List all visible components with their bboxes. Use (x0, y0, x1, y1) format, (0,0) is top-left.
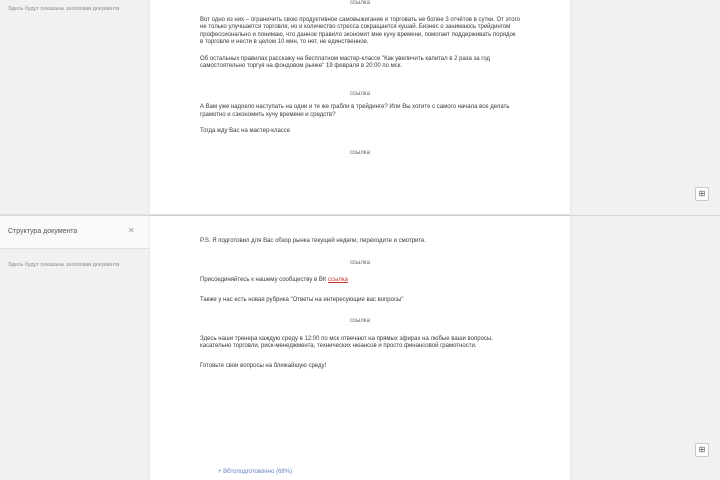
close-icon[interactable]: ✕ (128, 226, 135, 235)
paragraph-wednesday: Здесь наши тренера каждую среду в 12:00 по мск отвечают на прямых эфирах на любые ваши вопросы, касательно торговли, риск-менеджмента, технических нюансов и просто финансовой грамотности. (200, 335, 493, 349)
marker-link: ссылка (350, 318, 370, 324)
page-1-content (200, 0, 520, 157)
paragraph-ps: P.S. Я подготовил для Вас обзор рынка текущей недели, переходите и смотрите. (200, 238, 427, 244)
add-comment-icon: ⊞ (698, 445, 706, 454)
paragraph-prepare: Готовьте свои вопросы на ближайшую среду! (200, 362, 327, 369)
paragraph-join (200, 277, 520, 285)
paragraph-masterclass: Об остальных правилах расскажу на бесплатном мастер-классе "Как увеличить капитал в 2 раза за год самостоятельно торгуя на фондовом рынке" 19 февраля в 20:00 по мск. (200, 55, 491, 69)
paragraph-question: А Вам уже надоело наступать на одни и те же грабли в трейдинге? Или Вы хотите с самого начала все делать грамотно и сэкономить кучу времени и средств? (200, 104, 510, 118)
page-2-content (200, 238, 520, 377)
vk-link[interactable]: ссылка (328, 277, 348, 283)
document-page-1[interactable] (150, 0, 570, 214)
right-margin (570, 0, 720, 480)
marker-link: ссылка (350, 259, 370, 266)
join-text: Присоединяйтесь к нашему сообществу в ВК (200, 277, 329, 283)
paragraph-invite: Тогда жду Вас на мастер-классе (200, 128, 291, 134)
add-comment-button[interactable] (695, 187, 709, 201)
add-comment-icon: ⊞ (698, 189, 706, 198)
add-comment-button[interactable] (695, 443, 709, 457)
marker-link: ссылка (350, 0, 370, 6)
paragraph-rubric: Также у нас есть новая рубрика "Ответы на интересующие вас вопросы" (200, 296, 404, 303)
outline-panel-header (0, 214, 150, 249)
paragraph-rule: Вот одно из них – ограничить свою продуктивное самовыжигание и торговать не более 3 отчётов в сутки. От этого не только улучшается торговля, но и количество стресса сокращается кушай. Бизнес о занимаюсь трейдингом профессионально и понимаю, что данное правило экономит мне кучу времени, помогает поддерживать порядок в торговле и нести в целом 10 мин, то нет, не единственное. (200, 16, 520, 45)
marker-link: ссылка (350, 90, 370, 97)
external-link[interactable]: + Вбтоподготовлено (68%) (218, 469, 293, 475)
marker-link: ссылка (350, 149, 370, 156)
document-page-2[interactable] (150, 216, 570, 480)
outline-title: Структура документа (8, 228, 78, 235)
outline-hint-bottom: Здесь будут показаны заголовки документа (8, 262, 120, 268)
outline-hint-top: Здесь будут показаны заголовки документа (8, 6, 120, 12)
